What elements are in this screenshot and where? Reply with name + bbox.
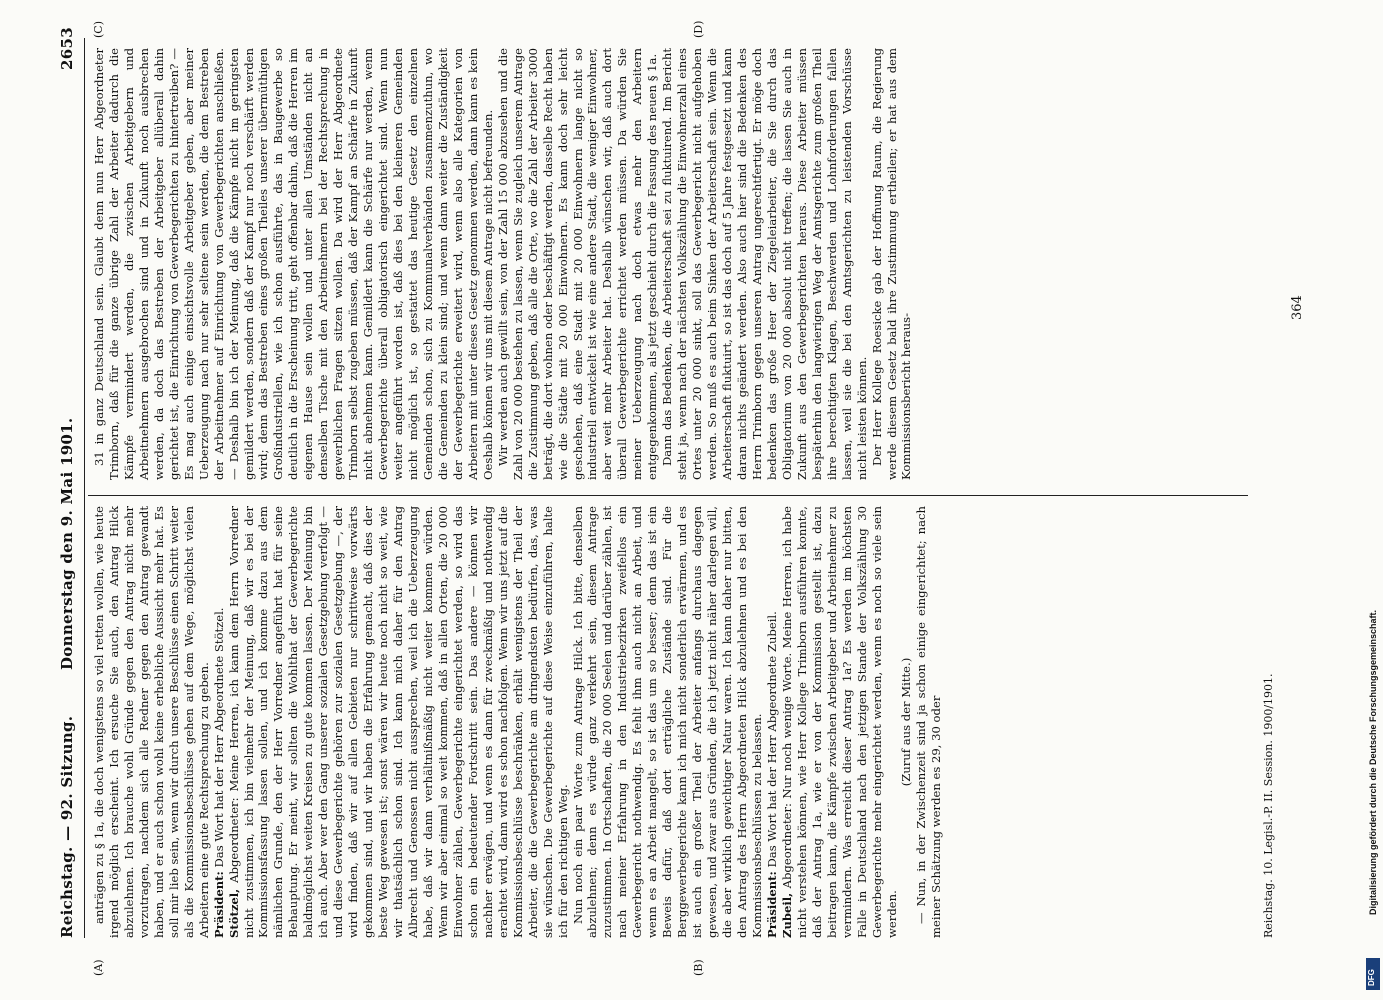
paragraph-text: Nun noch ein paar Worte zum Antrage Hilck. Ich bitte, denselben abzulehnen; denn es würde ganz verkehrt sein, diesem Antrage zuzustimmen. In Ortschaften, die 20 000 Seelen und darüber zählen, ist nach meiner Erfahrung in den Industriebezirken zweifellos ein Gewerbegericht nothwendig. Es fehlt ihm auch nicht an Arbeit, und wenn es an Arbeit mangelt, so ist das um so besser; denn das ist ein Beweis dafür, daß dort erträgliche Zustände sind. Für die Berggewerbegerichte kann ich mich nicht sonderlich erwärmen, und es ist auch ein großer Theil der Arbeiter anfangs durchaus dagegen gewesen, und zwar aus Gründen, die ich jetzt nicht näher darlegen will, die aber wirklich gewichtiger Natur waren. Ich kann daher nur bitten, den Antrag des Herrn Abgeordneten Hilck abzulehnen und es bei den Kommissionsbeschlüssen zu belassen.: [570, 506, 764, 938]
paragraph-text: — Nun, in der Zwischenzeit sind ja schon einige eingerichtet; nach meiner Schätzung werden es 29, 30 oder: [914, 506, 944, 938]
paragraph-text: Abgeordneter: Nur noch wenige Worte. Meine Herren, ich habe nicht verstehen können, wie Herr Kollege Trimborn ausführen konnte, daß der Antrag 1a, wie er von der Kommission gestellt ist, dazu beitragen kann, die Kämpfe zwischen Arbeitgeber und Arbeitnehmer zu vermindern. Was erreicht dieser Antrag 1a? Es werden im höchsten Falle in Deutschland nach den jetzigen Stande der Volkszählung 30 Gewerbegerichte mehr eingerichtet werden, wenn es noch so viele sein werden.: [779, 506, 899, 938]
header-left: Reichstag. — 92. Sitzung.: [58, 715, 76, 938]
speaker-name: Präsident:: [764, 871, 779, 938]
paragraph: [92, 506, 212, 938]
dfg-logo: [1366, 958, 1380, 990]
paragraph-text: Dann das Bedenken, die Arbeiterschaft sei zu fluktuirend. Im Bericht steht ja, wenn nach der nächsten Volkszählung die Einwohnerzahl eines Ortes unter 20 000 sinkt, soll das Gewerbegericht nicht aufgehoben werden. So muß es auch beim Sinken der Arbeiterschaft sein. Wenn die Arbeiterschaft fluktuirt, so ist das doch auf 5 Jahre festgesetzt und kann daran nichts geändert werden. Also auch hier sind die Bedenken des Herrn Trimborn gegen unseren Antrag ungerechtfertigt. Er möge doch bedenken das große Heer der Ziegeleiarbeiter, die Sie durch das Obligatorium von 20 000 absolut nicht treffen; die lassen Sie auch in Zukunft aus den Gewerbegerichten heraus. Diese Arbeiter müssen bespäterhin den langwierigen Weg der Amtsgerichte zum großen Theil ihre berechtigten Klagen, Beschwerden und Lohnforderungen fallen lassen, weil sie die bei den Amtsgerichten zu leistenden Vorschüsse nicht leisten können.: [660, 48, 869, 480]
page-header: [58, 0, 84, 1000]
text-column-left: [92, 506, 944, 938]
paragraph-text: (Zuruf aus der Mitte.): [899, 657, 914, 787]
margin-marker-b: (B): [692, 959, 705, 976]
header-page-number: 2653: [58, 27, 76, 70]
speaker-name: Zubeil,: [779, 892, 794, 938]
paragraph: [92, 48, 496, 480]
paragraph-text: Wir werden auch gewillt sein, von der Zahl 15 000 abzusehen und die Zahl von 20 000 bestehen zu lassen, wenn Sie zugleich unserem Antrage die Zustimmung geben, daß alle die Orte, wo die Zahl der Arbeiter 3000 beträgt, die dort wohnen oder beschäftigt werden, dasselbe Recht haben wie die Städte mit 20 000 Einwohnern. Es kann doch sehr leicht geschehen, daß eine Stadt mit 20 000 Einwohnern lange nicht so industriell entwickelt ist wie eine andere Stadt, die weniger Einwohner, aber weit mehr Arbeiter hat. Deshalb wünschen wir, daß auch dort überall Gewerbegerichte errichtet werden müssen. Da würden Sie meiner Ueberzeugung nach doch etwas mehr den Arbeitern entgegenkommen, als jetzt geschieht durch die Fassung des neuen § 1a.: [495, 48, 660, 480]
header-rule: [84, 38, 85, 938]
credit-text: Digitalisierung gefördert durch die Deutsche Forschungsgemeinschaft.: [1368, 609, 1378, 915]
sheet-number: 364: [1290, 295, 1305, 320]
paragraph: [212, 506, 227, 938]
text-column-right: [92, 48, 914, 480]
paragraph: [780, 506, 900, 938]
margin-marker-d: (D): [692, 20, 705, 38]
paragraph-text: anträgen zu § 1a, die doch wenigstens so viel retten wollen, wie heute irgend möglich erscheint. Ich ersuche Sie auch, den Antrag Hilck abzulehnen. Ich brauche wohl Gründe gegen den Antrag nicht mehr vorzutragen, nachdem sich alle Redner gegen den Antrag gewandt haben, und er auch schon wohl keine erhebliche Aussicht mehr hat. Es soll mir lieb sein, wenn wir durch unsere Beschlüsse einen Schritt weiter als die Kommissionsbeschlüsse gehen auf dem Wege, möglichst vielen Arbeitern eine gute Rechtsprechung zu geben.: [92, 506, 211, 938]
header-date: Donnerstag den 9. Mai 1901.: [58, 417, 76, 670]
paragraph-text: 31 in ganz Deutschland sein. Glaubt denn nun Herr Abgeordneter Trimborn, daß für die ganze übrige Zahl der Arbeiter dadurch die Kämpfe vermindert werden, die zwischen Arbeitgebern und Arbeitnehmern ausgebrochen sind und in Zukunft noch ausbrechen werden, da doch das Bestreben der Arbeitgeber allüberall dahin gerichtet ist, die Einrichtung von Gewerbegerichten zu hintertreiben? — Es mag auch einige einsichtsvolle Arbeitgeber geben, aber meiner Ueberzeugung nach nur sehr seltene sein werden, die dem Bestreben der Arbeitnehmer auf Einrichtung von Gewerbegerichten anschließen. — Deshalb bin ich der Meinung, daß die Kämpfe nicht im geringsten gemildert werden, sondern daß der Kampf nur noch verschärft werden wird; denn das Bestreben eines großen Theiles unserer übermüthigen Großindustriellen, wie ich schon ausführte, das in Baugewerbe so deutlich in die Erscheinung tritt, geht offenbar dahin, daß die Herren im eigenen Hause sein wollen und unter allen Umständen nicht an denselben Tische mit den Arbeitnehmern bei der Rechtsprechung in gewerblichen Fragen sitzen wollen. Da wird der Herr Abgeordnete Trimborn selbst zugeben müssen, daß der Kampf an Schärfe in Zukunft nicht abnehmen kann. Gemildert kann die Schärfe nur werden, wenn Gewerbegerichte überall obligatorisch eingerichtet sind. Wenn nun weiter angeführt worden ist, daß dies bei den kleineren Gemeinden nicht möglich ist, so gestattet das heutige Gesetz den einzelnen Gemeinden schon, sich zu Kommunalverbänden zusammenzuthun, wo die Gemeinden zu klein sind; und wenn dann weiter die Zuständigkeit der Gewerbegerichte erweitert wird, wenn also alle Kategorien von Arbeitern mit unter dieses Gesetz genommen werden, dann kann es kein Oeshalb können wir uns mit diesem Antrage nicht befreunden.: [92, 48, 495, 480]
paragraph: [571, 506, 765, 938]
margin-marker-c: (C): [92, 21, 105, 38]
paragraph: [227, 506, 571, 938]
paragraph: [870, 48, 915, 480]
paragraph-text: Der Herr Kollege Roesicke gab der Hoffnung Raum, die Regierung werde diesem Gesetz bald ihre Zustimmung ertheilen; er hat aus dem Kommissionsbericht heraus-: [869, 48, 914, 480]
paragraph: [660, 48, 869, 480]
margin-marker-a: (A): [92, 959, 105, 976]
paragraph: [765, 506, 780, 938]
paragraph: [899, 506, 914, 938]
paragraph-text: Das Wort hat der Herr Abgeordnete Stötzel.: [211, 607, 226, 868]
paragraph: [496, 48, 660, 480]
paragraph-text: Abgeordneter: Meine Herren, ich kann dem Herrn Vorredner nicht zustimmen, ich bin vielmehr der Meinung, daß wir es bei der Kommissionsfassung lassen sollen, und ich komme dazu aus dem nämlichen Grunde, den der Herr Vorredner angeführt hat für seine Behauptung. Er meint, wir sollten die Wohlthat der Gewerbegerichte baldmöglichst weiten Kreisen zu gute kommen lassen. Der Meinung bin ich auch. Aber wer den Gang unserer sozialen Gesetzgebung verfolgt — und diese Gewerbegerichte gehören zur sozialen Gesetzgebung —, der wird finden, daß wir auf allen Gebieten nur schrittweise vorwärts gekommen sind, und wir haben die Erfahrung gemacht, daß dies der beste Weg gewesen ist; sonst wären wir heute noch nicht so weit, wie wir thatsächlich schon sind. Ich kann mich daher für den Antrag Albrecht und Genossen nicht aussprechen, weil ich die Ueberzeugung habe, daß wir dann verhältnißmäßig nicht weiter kommen würden. Wenn wir aber einmal so weit kommen, daß in allen Orten, die 20 000 Einwohner zählen, Gewerbegerichte eingerichtet werden, so wird das schon ein bedeutender Fortschritt sein. Das andere — können wir nachher erwägen, und wenn es dann für zweckmäßig und nothwendig erachtet wird, dann wird es schon nachfolgen. Wenn wir uns jetzt auf die Kommissionsbeschlüsse beschränken, erhält wenigstens der Theil der Arbeiter, die die Gewerbegerichte am dringendsten bedürfen, das, was sie wünschen. Die Gewerbegerichte auf diese Weise einzuführen, halte ich für den richtigen Weg.: [226, 506, 570, 938]
digitization-credit: [1368, 10, 1383, 950]
paragraph: [914, 506, 944, 938]
speaker-name: Stötzel,: [226, 888, 241, 938]
footer-session: Reichstag. 10. Legisl.-P. II. Session. 1900/1901.: [1262, 673, 1275, 938]
dfg-logo-text: DFG: [1367, 969, 1376, 986]
paragraph-text: Das Wort hat der Herr Abgeordnete Zubeil.: [764, 611, 779, 868]
column-divider: [88, 495, 1248, 496]
speaker-name: Präsident:: [211, 871, 226, 938]
